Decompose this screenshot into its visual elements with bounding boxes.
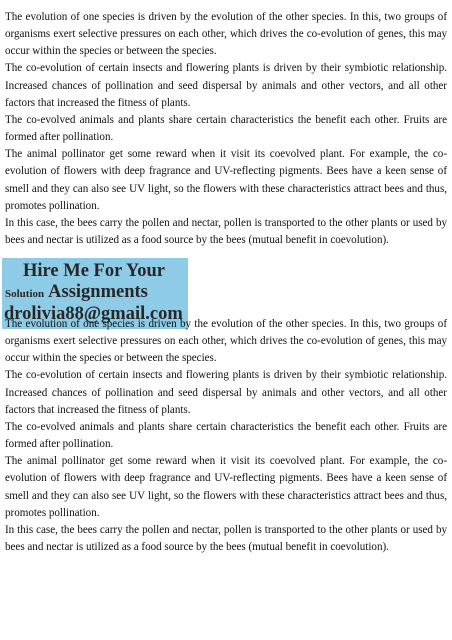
paragraph-pollinator-reward: The animal pollinator get some reward when it visit its coevolved plant. For example, the co-evolution of flowers with deep fragrance and UV-reflecting pigments. Bees have a keen sense of smell and they can also see UV light, so the flowers with these characteristics attract bees and thus, promotes pollination. (5, 148, 447, 212)
banner-assignments-text: Assignments (48, 282, 148, 302)
paragraph-shared-characteristics: The co-evolved animals and plants share certain characteristics the benefit each other. Fruits are formed after pollination. (5, 113, 447, 144)
paragraph-bees-mutual-benefit: In this case, the bees carry the pollen and nectar, pollen is transported to the other plants or used by bees and nectar is utilized as a food source by the bees (mutual benefit in coevolution). (5, 523, 447, 554)
document-page (4, 9, 447, 554)
paragraph-pollinator-reward: The animal pollinator get some reward when it visit its coevolved plant. For example, the co-evolution of flowers with deep fragrance and UV-reflecting pigments. Bees have a keen sense of smell and they can also see UV light, so the flowers with these characteristics attract bees and thus, promotes pollination. (5, 455, 447, 519)
banner-assignments-line (5, 282, 148, 303)
banner-email: drolivia88@gmail.com (4, 304, 183, 324)
banner-hire-text: Hire Me For Your (23, 261, 165, 281)
answer-section-bottom (5, 316, 447, 556)
paragraph-insects-plants: The co-evolution of certain insects and flowering plants is driven by their symbiotic relationship. Increased chances of pollination and seed dispersal by animals and other vectors, and all other factors that increased the fitness of plants. (5, 62, 447, 109)
paragraph-definition: The evolution of one species is driven by the evolution of the other species. In this, two groups of organisms exert selective pressures on each other, which drives the co-evolution of genes, this may occur within the species or between the species. (5, 11, 447, 58)
paragraph-definition: The evolution of one species is driven by the evolution of the other species. In this, two groups of organisms exert selective pressures on each other, which drives the co-evolution of genes, this may occur within the species or between the species. (5, 318, 447, 365)
paragraph-insects-plants: The co-evolution of certain insects and flowering plants is driven by their symbiotic relationship. Increased chances of pollination and seed dispersal by animals and other vectors, and all other factors that increased the fitness of plants. (5, 369, 447, 416)
paragraph-bees-mutual-benefit: In this case, the bees carry the pollen and nectar, pollen is transported to the other plants or used by bees and nectar is utilized as a food source by the bees (mutual benefit in coevolution). (5, 216, 447, 247)
paragraph-shared-characteristics: The co-evolved animals and plants share certain characteristics the benefit each other. Fruits are formed after pollination. (5, 420, 447, 451)
answer-section-top (5, 9, 447, 249)
solution-label: Solution (5, 288, 45, 300)
